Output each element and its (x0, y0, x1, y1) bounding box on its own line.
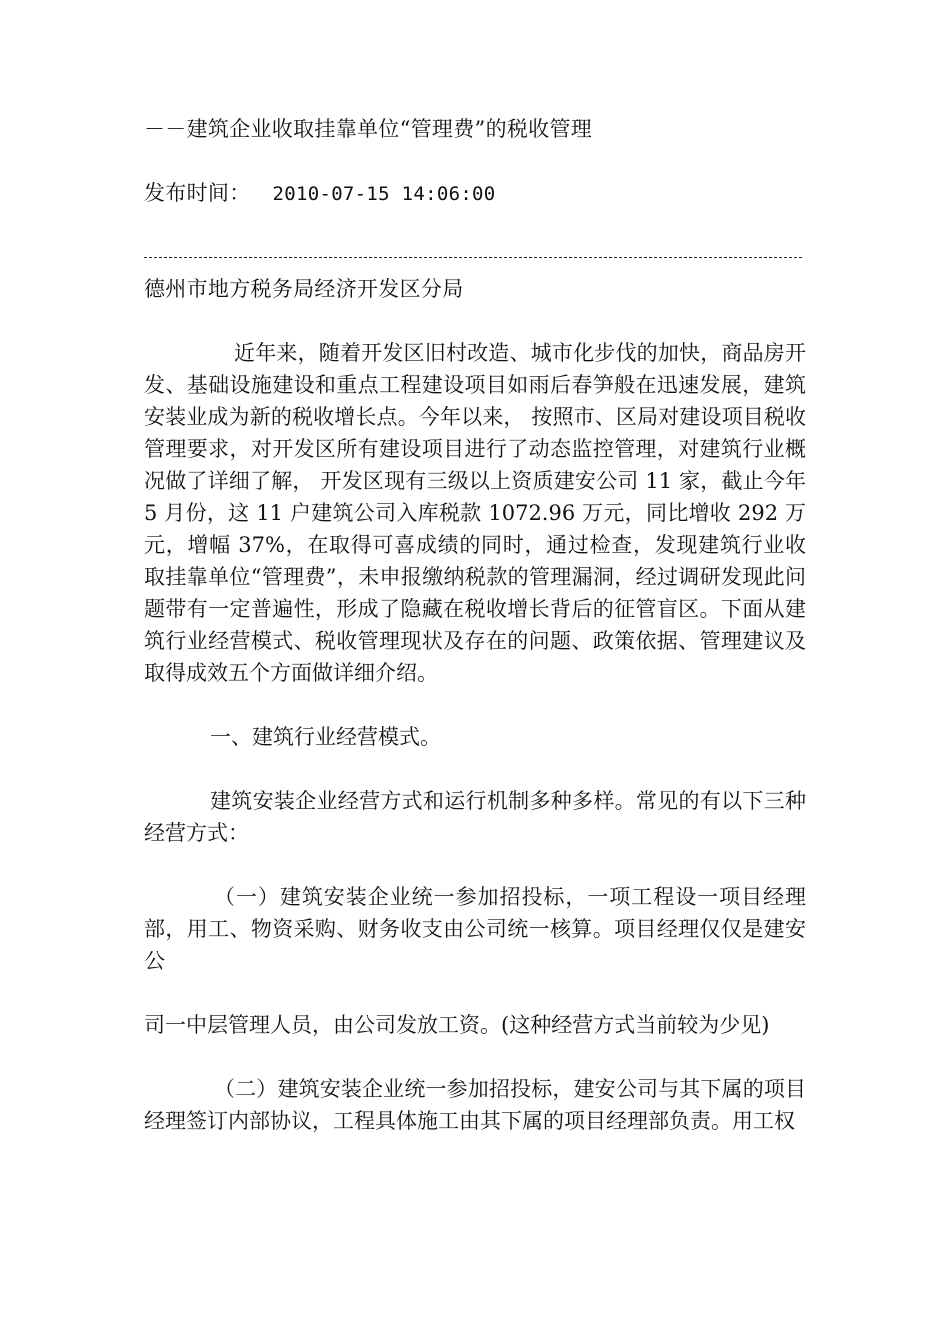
publish-time-value: 2010-07-15 14:06:00 (272, 183, 496, 205)
publish-time-label: 发布时间： (144, 181, 251, 205)
paragraph-intro: 近年来，随着开发区旧村改造、城市化步伐的加快，商品房开发、基础设施建设和重点工程建设项目如雨后春笋般在迅速发展，建筑安装业成为新的税收增长点。今年以来， 按照市、区局对建设项目税收管理要求，对开发区所有建设项目进行了动态监控管理，对建筑行业概况做了详细了解， 开发区现有三级以上资质建安公司 11 家，截止今年 5 月份，这 11 户建筑公司入库税款 1072.96 万元，同比增收 292 万元，增幅 37%，在取得可喜成绩的同时，通过检查，发现建筑行业收取挂靠单位“管理费”，未申报缴纳税款的管理漏洞，经过调研发现此问题带有一定普遍性，形成了隐藏在税收增长背后的征管盲区。下面从建筑行业经营模式、税收管理现状及存在的问题、政策依据、管理建议及取得成效五个方面做详细介绍。 (144, 341, 806, 685)
author-line: 德州市地方税务局经济开发区分局 (144, 277, 464, 301)
document-title: －－建筑企业收取挂靠单位“管理费”的税收管理 (144, 117, 593, 141)
paragraph-mode-1: （一）建筑安装企业统一参加招投标，一项工程设一项目经理部，用工、物资采购、财务收支由公司统一核算。项目经理仅仅是建安公 (144, 885, 806, 973)
paragraph-mode-1-continued: 司一中层管理人员，由公司发放工资。(这种经营方式当前较为少见) (144, 1013, 770, 1037)
paragraph-mode-2: （二）建筑安装企业统一参加招投标，建安公司与其下属的项目经理签订内部协议，工程具体施工由其下属的项目经理部负责。用工权 (144, 1077, 806, 1133)
section-heading-1: 一、建筑行业经营模式。 (210, 725, 441, 749)
divider-line (144, 257, 802, 258)
publish-time-row (144, 177, 812, 210)
paragraph-modes: 建筑安装企业经营方式和运行机制多种多样。常见的有以下三种经营方式： (144, 789, 806, 845)
